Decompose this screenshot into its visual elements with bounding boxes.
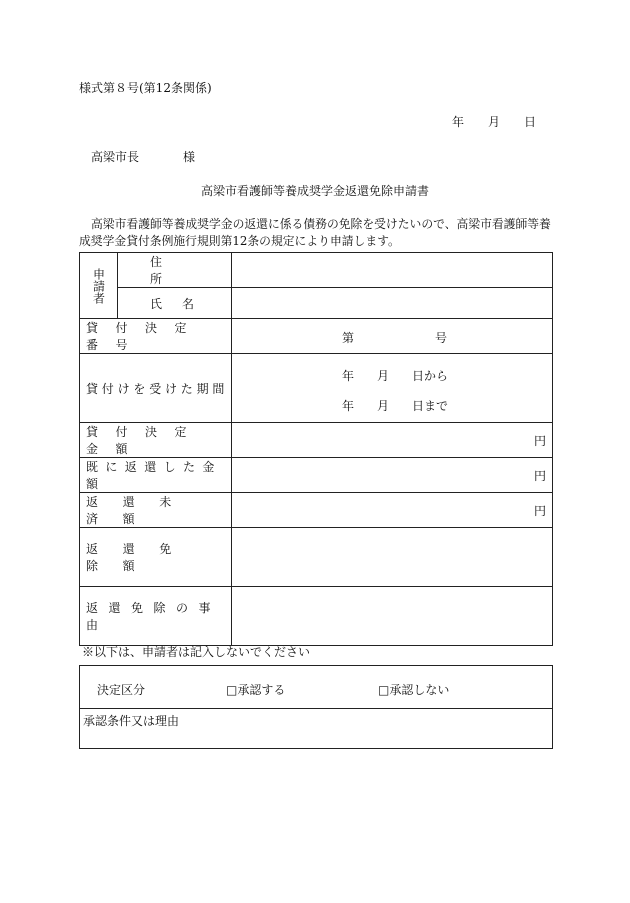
period-from-month: 月 <box>377 369 390 383</box>
name-label: 氏名 <box>150 296 215 311</box>
loan-period-label-cell <box>80 354 232 423</box>
addressee-honorific: 様 <box>183 150 196 164</box>
exemption-amount-row <box>80 528 553 587</box>
name-label-cell <box>118 288 232 319</box>
loan-period-field[interactable] <box>232 354 553 423</box>
address-label: 住所 <box>150 255 183 286</box>
loan-amount-row <box>80 423 553 458</box>
name-field[interactable] <box>232 288 553 319</box>
exemption-amount-label-cell <box>80 528 232 587</box>
exemption-reason-row <box>80 587 553 646</box>
document-title: 高梁市看護師等養成奨学金返還免除申請書 <box>201 184 430 198</box>
period-to-month: 月 <box>377 399 390 413</box>
loan-period-label: 貸付けを受けた期間 <box>86 381 229 396</box>
decision-label: 決定区分 <box>97 683 146 697</box>
date-month: 月 <box>488 115 501 129</box>
application-table <box>79 252 553 646</box>
repaid-amount-label-cell <box>80 458 232 493</box>
date-line <box>452 115 537 129</box>
number-prefix: 第 <box>342 331 355 345</box>
intro-line-1: 高梁市看護師等養成奨学金の返還に係る債務の免除を受けたいので、高梁市看護師等養 <box>91 217 551 231</box>
exemption-amount-field[interactable] <box>232 528 553 587</box>
applicant-label: 申請者 <box>91 267 106 304</box>
approve-checkbox[interactable]: □承認する <box>226 683 286 697</box>
period-from-day: 日から <box>412 369 449 383</box>
loan-number-label: 貸付決定番号 <box>86 321 205 352</box>
date-year: 年 <box>452 115 465 129</box>
unpaid-amount-label: 返還未済額 <box>86 495 196 526</box>
date-day: 日 <box>524 115 537 129</box>
address-label-cell <box>118 253 232 288</box>
loan-amount-field[interactable] <box>232 423 553 458</box>
addressee-name: 高梁市長 <box>91 150 140 164</box>
number-suffix: 号 <box>435 331 448 345</box>
unpaid-amount-label-cell <box>80 493 232 528</box>
intro-line-2: 成奨学金貸付条例施行規則第12条の規定により申請します。 <box>79 234 400 248</box>
period-to-day: 日まで <box>412 399 449 413</box>
form-number: 様式第８号(第12条関係) <box>79 81 212 95</box>
exemption-reason-field[interactable] <box>232 587 553 646</box>
loan-number-label-cell <box>80 319 232 354</box>
unpaid-amount-yen: 円 <box>533 503 546 518</box>
address-row <box>80 253 553 288</box>
loan-period-row <box>80 354 553 423</box>
decision-table <box>79 665 553 749</box>
conditions-label: 承認条件又は理由 <box>83 714 180 728</box>
exemption-amount-label: 返還免除額 <box>86 542 196 573</box>
unpaid-amount-row <box>80 493 553 528</box>
repaid-amount-field[interactable] <box>232 458 553 493</box>
repaid-amount-row <box>80 458 553 493</box>
office-use-note: ※以下は、申請者は記入しないでください <box>82 645 311 659</box>
exemption-reason-label-cell <box>80 587 232 646</box>
repaid-amount-yen: 円 <box>533 468 546 483</box>
unpaid-amount-field[interactable] <box>232 493 553 528</box>
loan-amount-label-cell <box>80 423 232 458</box>
address-field[interactable] <box>232 253 553 288</box>
decision-row <box>80 666 553 709</box>
conditions-cell[interactable] <box>80 709 553 749</box>
exemption-reason-label: 返還免除の事由 <box>86 601 222 632</box>
reject-checkbox[interactable]: □承認しない <box>378 683 450 697</box>
loan-number-row <box>80 319 553 354</box>
repaid-amount-label: 既に返還した金額 <box>86 460 222 491</box>
period-from-year: 年 <box>342 369 355 383</box>
period-to-year: 年 <box>342 399 355 413</box>
applicant-cell <box>80 253 118 319</box>
conditions-row <box>80 709 553 749</box>
loan-amount-yen: 円 <box>533 433 546 448</box>
loan-amount-label: 貸付決定金額 <box>86 425 205 456</box>
decision-cell <box>80 666 553 709</box>
loan-number-field[interactable] <box>232 319 553 354</box>
name-row <box>80 288 553 319</box>
